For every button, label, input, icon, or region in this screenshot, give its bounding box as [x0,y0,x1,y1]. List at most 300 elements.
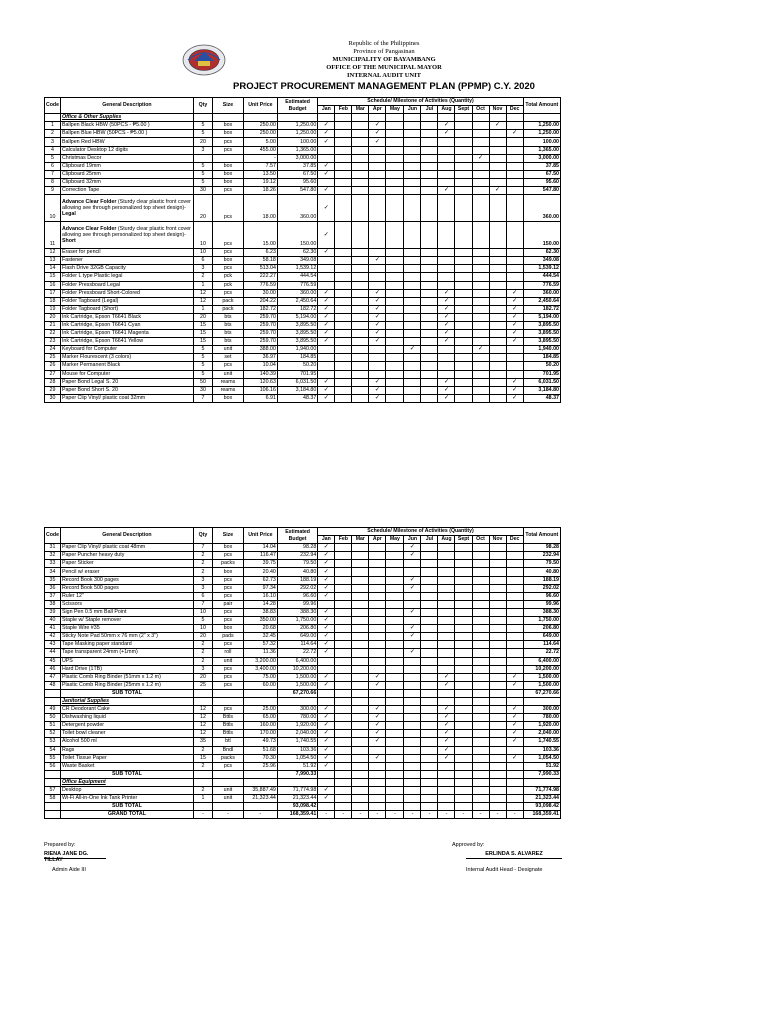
month-cell [506,754,523,762]
item-unit-price: 30.00 [243,289,277,297]
item-size: unit [213,795,244,803]
col-schedule: Schedule/ Milestone of Activities (Quantity) [318,98,523,106]
item-unit-price: 62.73 [243,576,277,584]
item-qty: 7 [193,544,212,552]
month-cell [472,552,489,560]
month-cell [472,641,489,649]
month-cell [404,787,421,795]
item-code: 33 [45,560,61,568]
month-cell [352,746,369,754]
month-cell [352,681,369,689]
month-cell [404,281,421,289]
month-cell [472,362,489,370]
item-description [60,222,193,249]
month-cell [421,633,438,641]
month-cell [421,289,438,297]
check-mark-icon: ✓ [512,386,518,393]
month-cell [352,362,369,370]
table-row [45,281,561,289]
month-cell [438,722,455,730]
month-cell [455,281,472,289]
item-total: 1,740.55 [523,738,560,746]
item-qty: 10 [193,608,212,616]
item-size: packs [213,754,244,762]
month-cell [369,338,386,346]
month-cell [421,378,438,386]
item-budget: 62.30 [277,249,317,257]
month-cell [318,289,335,297]
item-budget: 150.00 [277,222,317,249]
month-cell [438,706,455,714]
month-cell [386,257,404,265]
item-budget: 6,400.00 [277,657,317,665]
item-size: pcs [213,584,244,592]
check-mark-icon: ✓ [323,608,329,615]
item-code: 20 [45,313,61,321]
item-unit-price: 65.00 [243,714,277,722]
month-cell [421,665,438,673]
item-qty: 5 [193,178,212,186]
item-budget: 780.00 [277,714,317,722]
month-cell [506,730,523,738]
month-cell [369,370,386,378]
month-cell [489,281,506,289]
month-cell [438,673,455,681]
month-cell [369,787,386,795]
item-total: 100.00 [523,138,560,146]
month-cell [455,394,472,402]
month-cell [404,617,421,625]
month-cell [352,706,369,714]
month-cell [489,762,506,770]
check-mark-icon: ✓ [323,625,329,632]
item-code: 32 [45,552,61,560]
check-mark-icon: ✓ [443,187,449,194]
item-code: 26 [45,362,61,370]
month-feb: Feb [335,106,352,114]
month-cell [421,249,438,257]
item-size: pcs [213,289,244,297]
month-cell [472,770,489,778]
month-cell [386,362,404,370]
item-budget: 114.64 [277,641,317,649]
month-cell [335,257,352,265]
month-cell [352,122,369,130]
item-qty: 5 [193,162,212,170]
month-feb: Feb [335,536,352,544]
month-cell [318,130,335,138]
item-description: Ink Cartridge, Epson T6641 Black [60,313,193,321]
month-cell [421,305,438,313]
month-cell [369,803,386,811]
month-cell [386,803,404,811]
month-cell [352,386,369,394]
month-cell [352,273,369,281]
item-size: pcs [213,138,244,146]
month-cell [438,265,455,273]
month-cell [506,394,523,402]
empty-cell [335,114,352,122]
item-code [45,689,61,697]
month-cell [352,394,369,402]
month-cell [369,568,386,576]
item-unit-price: 259.70 [243,330,277,338]
item-qty: 3 [193,146,212,154]
check-mark-icon: ✓ [512,394,518,401]
table-row [45,706,561,714]
month-cell [421,600,438,608]
item-total: 103.36 [523,746,560,754]
check-mark-icon: ✓ [323,722,329,729]
item-unit-price: 38.83 [243,608,277,616]
month-cell [455,265,472,273]
empty-cell [193,778,212,786]
check-mark-icon: ✓ [374,681,380,688]
month-cell [386,649,404,657]
month-cell [421,770,438,778]
month-cell [438,305,455,313]
item-unit-price: 7.57 [243,162,277,170]
month-cell [506,222,523,249]
table-row [45,730,561,738]
month-cell [386,130,404,138]
item-qty: 6 [193,257,212,265]
month-cell [438,560,455,568]
item-size: pcs [213,592,244,600]
month-cell [489,265,506,273]
item-total: 1,940.00 [523,346,560,354]
month-cell [318,170,335,178]
check-mark-icon: ✓ [409,552,415,559]
item-size: pcs [213,552,244,560]
ppmp-table-page1 [44,97,561,403]
month-cell [335,273,352,281]
item-size: pcs [213,265,244,273]
table-row [45,576,561,584]
check-mark-icon: ✓ [374,386,380,393]
item-budget: 3,895.50 [277,330,317,338]
month-cell [438,122,455,130]
table-row [45,354,561,362]
month-cell [506,689,523,697]
table-row [45,170,561,178]
month-cell [352,187,369,195]
month-cell [386,568,404,576]
empty-cell [318,114,335,122]
month-cell [506,346,523,354]
month-cell [438,154,455,162]
prepared-by-label: Prepared by: [44,842,76,848]
item-qty: 7 [193,394,212,402]
item-total: 649.00 [523,633,560,641]
month-cell [472,394,489,402]
month-cell [335,568,352,576]
check-mark-icon: ✓ [443,297,449,304]
month-cell [472,273,489,281]
check-mark-icon: ✓ [374,714,380,721]
check-mark-icon: ✓ [323,754,329,761]
month-cell [438,321,455,329]
month-cell [438,657,455,665]
item-qty: 2 [193,746,212,754]
month-cell [438,297,455,305]
month-cell [352,170,369,178]
item-code: 9 [45,187,61,195]
month-cell [386,770,404,778]
empty-cell [277,697,317,705]
month-cell [438,641,455,649]
month-cell [352,754,369,762]
month-cell [386,576,404,584]
item-code: 2 [45,130,61,138]
item-total: 6,031.50 [523,378,560,386]
item-unit-price: 58.18 [243,257,277,265]
month-cell [404,362,421,370]
check-mark-icon: ✓ [323,730,329,737]
item-qty: 12 [193,297,212,305]
month-oct: Oct [472,106,489,114]
check-mark-icon: ✓ [323,641,329,648]
month-cell [421,162,438,170]
check-mark-icon: ✓ [477,154,484,161]
item-total: 206.80 [523,625,560,633]
check-mark-icon: ✓ [512,754,518,761]
item-code [45,803,61,811]
month-cell [472,568,489,576]
month-cell [455,346,472,354]
item-code: 51 [45,722,61,730]
item-budget: 232.94 [277,552,317,560]
item-qty: 30 [193,386,212,394]
item-total: 780.00 [523,714,560,722]
item-code [45,811,61,819]
item-size: pcs [213,706,244,714]
month-cell [386,305,404,313]
item-size: bts [213,330,244,338]
month-cell [318,249,335,257]
month-cell [455,617,472,625]
month-cell: - [455,811,472,819]
month-cell [386,552,404,560]
check-mark-icon: ✓ [323,617,329,624]
check-mark-icon: ✓ [409,608,415,615]
item-budget: 1,250.00 [277,122,317,130]
month-cell [489,362,506,370]
month-cell [386,330,404,338]
preparer-signature [44,851,106,863]
table-row [45,178,561,186]
check-mark-icon: ✓ [374,122,380,129]
month-cell [369,178,386,186]
empty-cell [421,697,438,705]
month-cell [386,162,404,170]
item-budget: 649.00 [277,633,317,641]
month-cell [438,617,455,625]
check-mark-icon: ✓ [374,338,380,345]
month-cell [335,178,352,186]
item-code: 17 [45,289,61,297]
month-cell [386,289,404,297]
empty-cell [193,697,212,705]
check-mark-icon: ✓ [323,544,329,551]
month-cell [352,689,369,697]
item-size: reams [213,386,244,394]
check-mark-icon: ✓ [323,633,329,640]
month-cell [489,122,506,130]
month-cell [421,138,438,146]
item-unit-price: 36.97 [243,354,277,362]
item-description: Tape transparent 24mm (+1mm) [60,649,193,657]
month-cell: - [438,811,455,819]
item-size: set [213,354,244,362]
month-cell [404,346,421,354]
item-size: - [213,811,244,819]
month-cell [335,787,352,795]
month-cell [352,560,369,568]
check-mark-icon: ✓ [443,289,449,296]
month-cell [318,722,335,730]
month-cell [335,354,352,362]
month-cell [318,330,335,338]
month-cell [421,762,438,770]
item-description: Alcohol 500 ml [60,738,193,746]
item-qty: 5 [193,346,212,354]
month-cell [421,170,438,178]
month-cell [404,762,421,770]
empty-cell [386,114,404,122]
item-unit-price: 21,323.44 [243,795,277,803]
item-description: Pencil w/ eraser [60,568,193,576]
month-cell [352,600,369,608]
month-cell [318,665,335,673]
table-row [45,313,561,321]
check-mark-icon: ✓ [374,738,380,745]
item-description: Christmas Decor [60,154,193,162]
month-cell [386,370,404,378]
item-description-variant: Short [61,238,76,245]
item-size: box [213,568,244,576]
month-cell [318,689,335,697]
month-cell [438,354,455,362]
item-qty: 2 [193,657,212,665]
month-cell [404,568,421,576]
month-cell [489,170,506,178]
month-dec: Dec [506,106,523,114]
month-cell [489,370,506,378]
month-cell [489,568,506,576]
month-cell [318,222,335,249]
month-cell [369,722,386,730]
item-code: 4 [45,146,61,154]
item-budget: 37.85 [277,162,317,170]
item-qty: 6 [193,592,212,600]
month-cell [318,730,335,738]
month-cell [455,608,472,616]
item-unit-price [243,803,277,811]
item-total: 349.08 [523,257,560,265]
item-code: 44 [45,649,61,657]
month-cell [352,730,369,738]
item-qty: 35 [193,738,212,746]
item-total: 1,500.00 [523,681,560,689]
month-cell [335,681,352,689]
month-cell [318,313,335,321]
month-cell [335,560,352,568]
item-total: 40.80 [523,568,560,576]
month-cell [404,576,421,584]
item-size: unit [213,787,244,795]
table-row [45,386,561,394]
month-cell [318,560,335,568]
month-cell [352,795,369,803]
table-row [45,795,561,803]
month-cell [386,378,404,386]
month-cell [386,122,404,130]
col-estimated-budget: Estimated Budget [277,528,317,544]
month-cell [472,195,489,222]
month-cell [421,281,438,289]
check-mark-icon: ✓ [495,122,501,129]
item-size: pcs [213,249,244,257]
month-cell [421,338,438,346]
item-description: Ink Cartridge, Epson T6641 Cyan [60,321,193,329]
month-cell [369,257,386,265]
item-size: pcs [213,641,244,649]
item-code: 6 [45,162,61,170]
month-cell [335,665,352,673]
item-size: box [213,122,244,130]
table-row [45,305,561,313]
month-cell [421,346,438,354]
month-cell [421,641,438,649]
month-cell [438,289,455,297]
month-cell [352,346,369,354]
month-cell [455,576,472,584]
month-cell [318,649,335,657]
month-cell [506,330,523,338]
month-cell [489,608,506,616]
month-cell [404,370,421,378]
item-code [45,114,61,122]
item-budget: 103.36 [277,746,317,754]
item-code: 36 [45,584,61,592]
check-mark-icon: ✓ [374,673,380,680]
check-mark-icon: ✓ [323,297,329,304]
month-cell [352,738,369,746]
item-description: Ballpen Blue HBW (50PCS - ₱5.00 ) [60,130,193,138]
month-cell [438,730,455,738]
month-cell [506,130,523,138]
ppmp-table-page2 [44,527,561,819]
month-cell [386,265,404,273]
month-cell [489,273,506,281]
table-row [45,722,561,730]
month-cell [318,273,335,281]
check-mark-icon: ✓ [323,289,329,296]
month-cell [386,600,404,608]
month-cell [421,354,438,362]
check-mark-icon: ✓ [443,681,449,688]
item-description: Record Book 500 pages [60,584,193,592]
item-total: 1,250.00 [523,130,560,138]
month-cell [438,762,455,770]
month-cell [438,346,455,354]
month-cell [335,706,352,714]
month-cell [421,370,438,378]
item-total: 98.28 [523,544,560,552]
item-total: 71,774.98 [523,787,560,795]
table-row [45,738,561,746]
